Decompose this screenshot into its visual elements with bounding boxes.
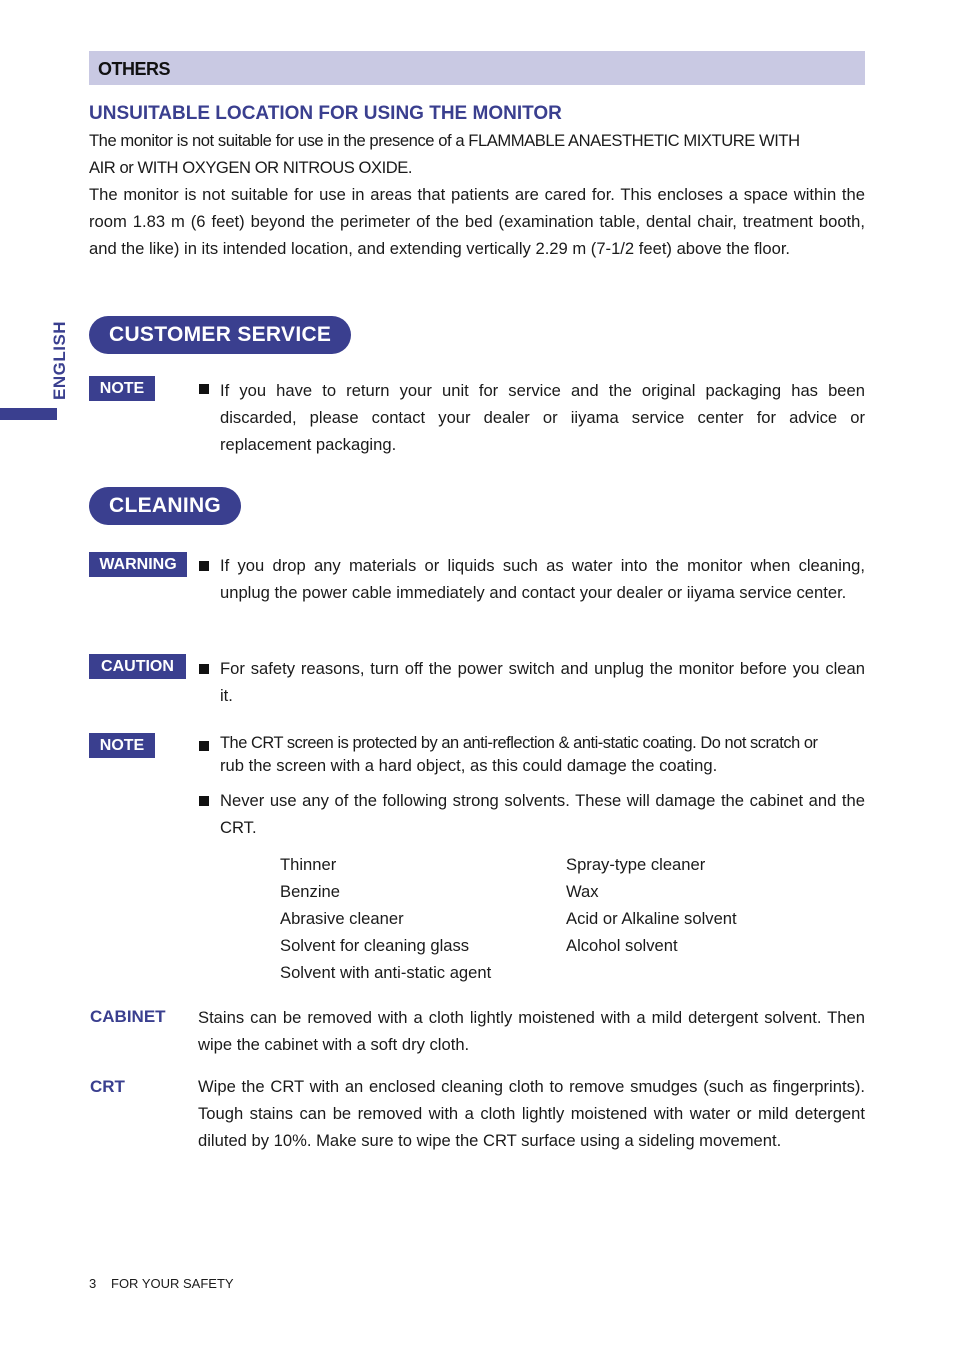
cleaning-heading: CLEANING <box>89 487 241 525</box>
solvent-item: Abrasive cleaner <box>280 909 404 928</box>
note-tag: NOTE <box>89 733 155 758</box>
solvent-item: Benzine <box>280 882 340 901</box>
caution-text: For safety reasons, turn off the power switch and unplug the monitor before you clean it. <box>220 659 865 705</box>
language-label: ENGLISH <box>50 320 69 400</box>
crt-label: CRT <box>90 1077 125 1096</box>
cabinet-label: CABINET <box>90 1007 166 1026</box>
solvent-item: Solvent for cleaning glass <box>280 936 470 955</box>
customer-service-note-text: If you have to return your unit for service and the original packaging has been discarded, please contact your dealer or iiyama service center for advice or replacement packaging. <box>220 381 865 454</box>
section-header-others <box>89 51 865 85</box>
language-tab-marker <box>0 408 57 420</box>
page-number: 3 <box>89 1276 97 1291</box>
solvent-item: Alcohol solvent <box>566 936 678 955</box>
caution-tag: CAUTION <box>89 654 186 679</box>
unsuitable-para-line1: The monitor is not suitable for use in the presence of a FLAMMABLE ANAESTHETIC MIXTURE WITH <box>89 131 800 150</box>
solvent-item: Acid or Alkaline solvent <box>566 909 737 928</box>
solvent-item: Thinner <box>280 855 337 874</box>
solvent-item: Spray-type cleaner <box>566 855 706 874</box>
bullet-icon <box>199 384 209 394</box>
cabinet-text: Stains can be removed with a cloth lightly moistened with a mild detergent solvent. Then wipe the cabinet with a soft dry cloth. <box>198 1008 865 1054</box>
warning-tag: WARNING <box>89 552 187 577</box>
customer-service-heading: CUSTOMER SERVICE <box>89 316 351 354</box>
note1-line1: The CRT screen is protected by an anti-reflection & anti-static coating. Do not scratch or <box>220 734 818 752</box>
unsuitable-location-heading: UNSUITABLE LOCATION FOR USING THE MONITOR <box>89 103 562 124</box>
bullet-icon <box>199 741 209 751</box>
bullet-icon <box>199 561 209 571</box>
warning-text: If you drop any materials or liquids such as water into the monitor when cleaning, unplug the power cable immediately and contact your dealer or iiyama service center. <box>220 556 865 602</box>
note1-line2: rub the screen with a hard object, as this could damage the coating. <box>220 756 718 775</box>
unsuitable-para-2: The monitor is not suitable for use in areas that patients are cared for. This encloses a space within the room 1.83 m (6 feet) beyond the perimeter of the bed (examination table, dental chair, treatment booth, and the like) in its intended location, and extending vertically 2.29 m (7-1/2 feet) above the floor. <box>89 185 865 258</box>
bullet-icon <box>199 796 209 806</box>
note2-text: Never use any of the following strong solvents. These will damage the cabinet and the CRT. <box>220 791 865 837</box>
unsuitable-para-line2: AIR or WITH OXYGEN OR NITROUS OXIDE. <box>89 158 413 177</box>
crt-text: Wipe the CRT with an enclosed cleaning cloth to remove smudges (such as fingerprints). Tough stains can be removed with a cloth lightly moistened with water or mild detergent diluted by 10%. Make sure to wipe the CRT surface using a sideling movement. <box>198 1077 865 1150</box>
others-title: OTHERS <box>98 59 171 79</box>
solvent-item: Solvent with anti-static agent <box>280 963 492 982</box>
solvent-item: Wax <box>566 882 599 901</box>
footer-section-title: FOR YOUR SAFETY <box>111 1276 234 1291</box>
bullet-icon <box>199 664 209 674</box>
note-tag: NOTE <box>89 376 155 401</box>
